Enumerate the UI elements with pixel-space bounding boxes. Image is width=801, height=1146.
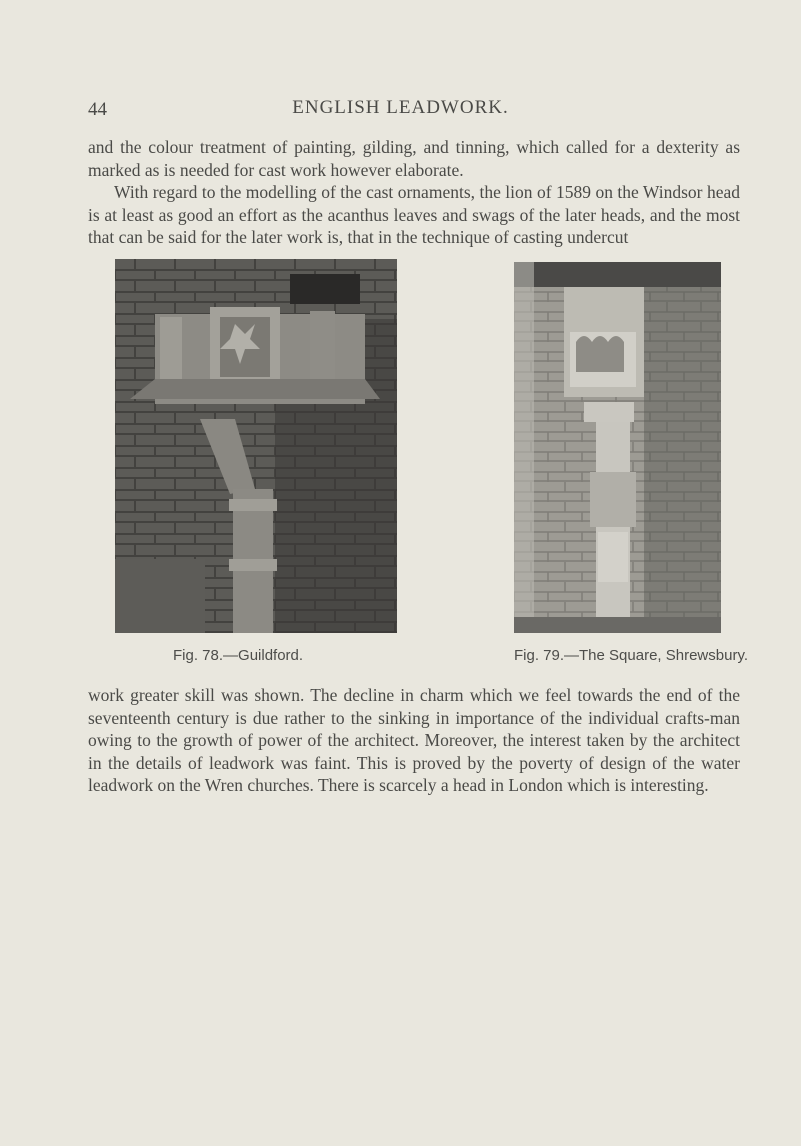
paragraph-2: With regard to the modelling of the cast ornaments, the lion of 1589 on the Windsor head is at least as good an effort as the acanthus leaves and swags of the later heads, and the most that can be said for the later work is, that in the technique of casting undercut — [88, 182, 740, 247]
paragraph-1: and the colour treatment of painting, gilding, and tinning, which called for a dexterity as marked as is needed for cast work however elaborate. — [88, 137, 740, 180]
paragraph-3: work greater skill was shown. The decline in charm which we feel towards the end of the seventeenth century is due rather to the sinking in importance of the individual crafts-man owing to the growth of power of the architect. Moreover, the interest taken by the architect in the details of leadwork was faint. This is proved by the poverty of design of the water leadwork on the Wren churches. There is scarcely a head in London which is interesting. — [88, 685, 740, 795]
figure-79-caption: Fig. 79.—The Square, Shrewsbury. — [514, 647, 748, 664]
figure-78-photo — [115, 259, 397, 633]
figure-79-photo — [514, 262, 721, 633]
running-head: ENGLISH LEADWORK. — [292, 97, 509, 118]
figure-78-caption: Fig. 78.—Guildford. — [173, 647, 304, 664]
page-number: 44 — [88, 99, 107, 120]
